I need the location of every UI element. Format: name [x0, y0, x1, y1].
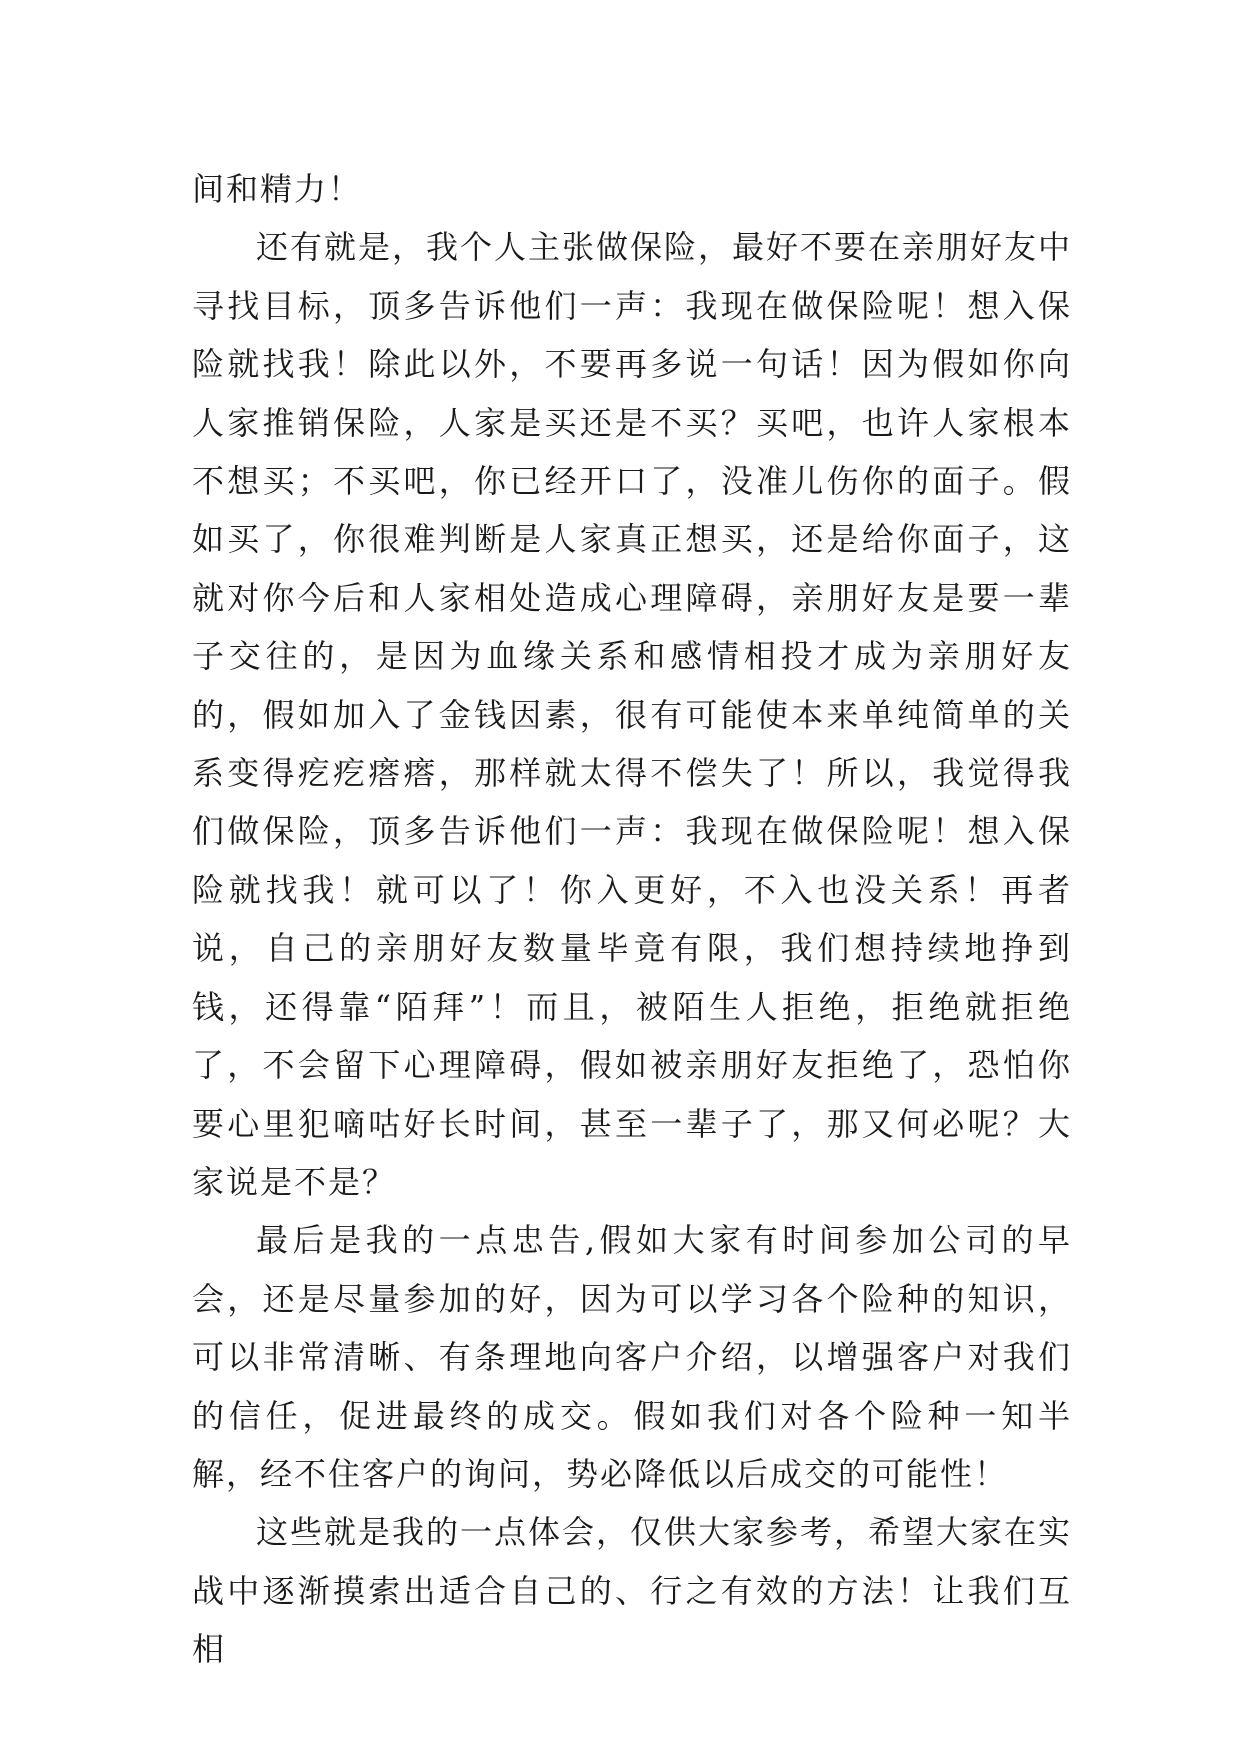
document-page	[192, 160, 1072, 1679]
paragraph-3: 最后是我的一点忠告,假如大家有时间参加公司的早会，还是尽量参加的好，因为可以学习各个险种的知识，可以非常清晰、有条理地向客户介绍，以增强客户对我们的信任，促进最终的成交。假如我们对各个险种一知半解，经不住客户的询问，势必降低以后成交的可能性！	[192, 1221, 1072, 1493]
paragraph-4: 这些就是我的一点体会，仅供大家参考，希望大家在实战中逐渐摸索出适合自己的、行之有效的方法！让我们互相	[192, 1513, 1073, 1669]
paragraph-1: 间和精力！	[192, 170, 363, 208]
paragraph-2: 还有就是，我个人主张做保险，最好不要在亲朋好友中寻找目标，顶多告诉他们一声：我现在做保险呢！想入保险就找我！除此以外，不要再多说一句话！因为假如你向人家推销保险，人家是买还是不买？买吧，也许人家根本不想买；不买吧，你已经开口了，没准儿伤你的面子。假如买了，你很难判断是人家真正想买，还是给你面子，这就对你今后和人家相处造成心理障碍，亲朋好友是要一辈子交往的，是因为血缘关系和感情相投才成为亲朋好友的，假如加入了金钱因素，很有可能使本来单纯简单的关系变得疙疙瘩瘩，那样就太得不偿失了！所以，我觉得我们做保险，顶多告诉他们一声：我现在做保险呢！想入保险就找我！就可以了！你入更好，不入也没关系！再者说，自己的亲朋好友数量毕竟有限，我们想持续地挣到钱，还得靠“陌拜”！而且，被陌生人拒绝，拒绝就拒绝了，不会留下心理障碍，假如被亲朋好友拒绝了，恐怕你要心里犯嘀咕好长时间，甚至一辈子了，那又何必呢？大家说是不是？	[192, 228, 1073, 1201]
